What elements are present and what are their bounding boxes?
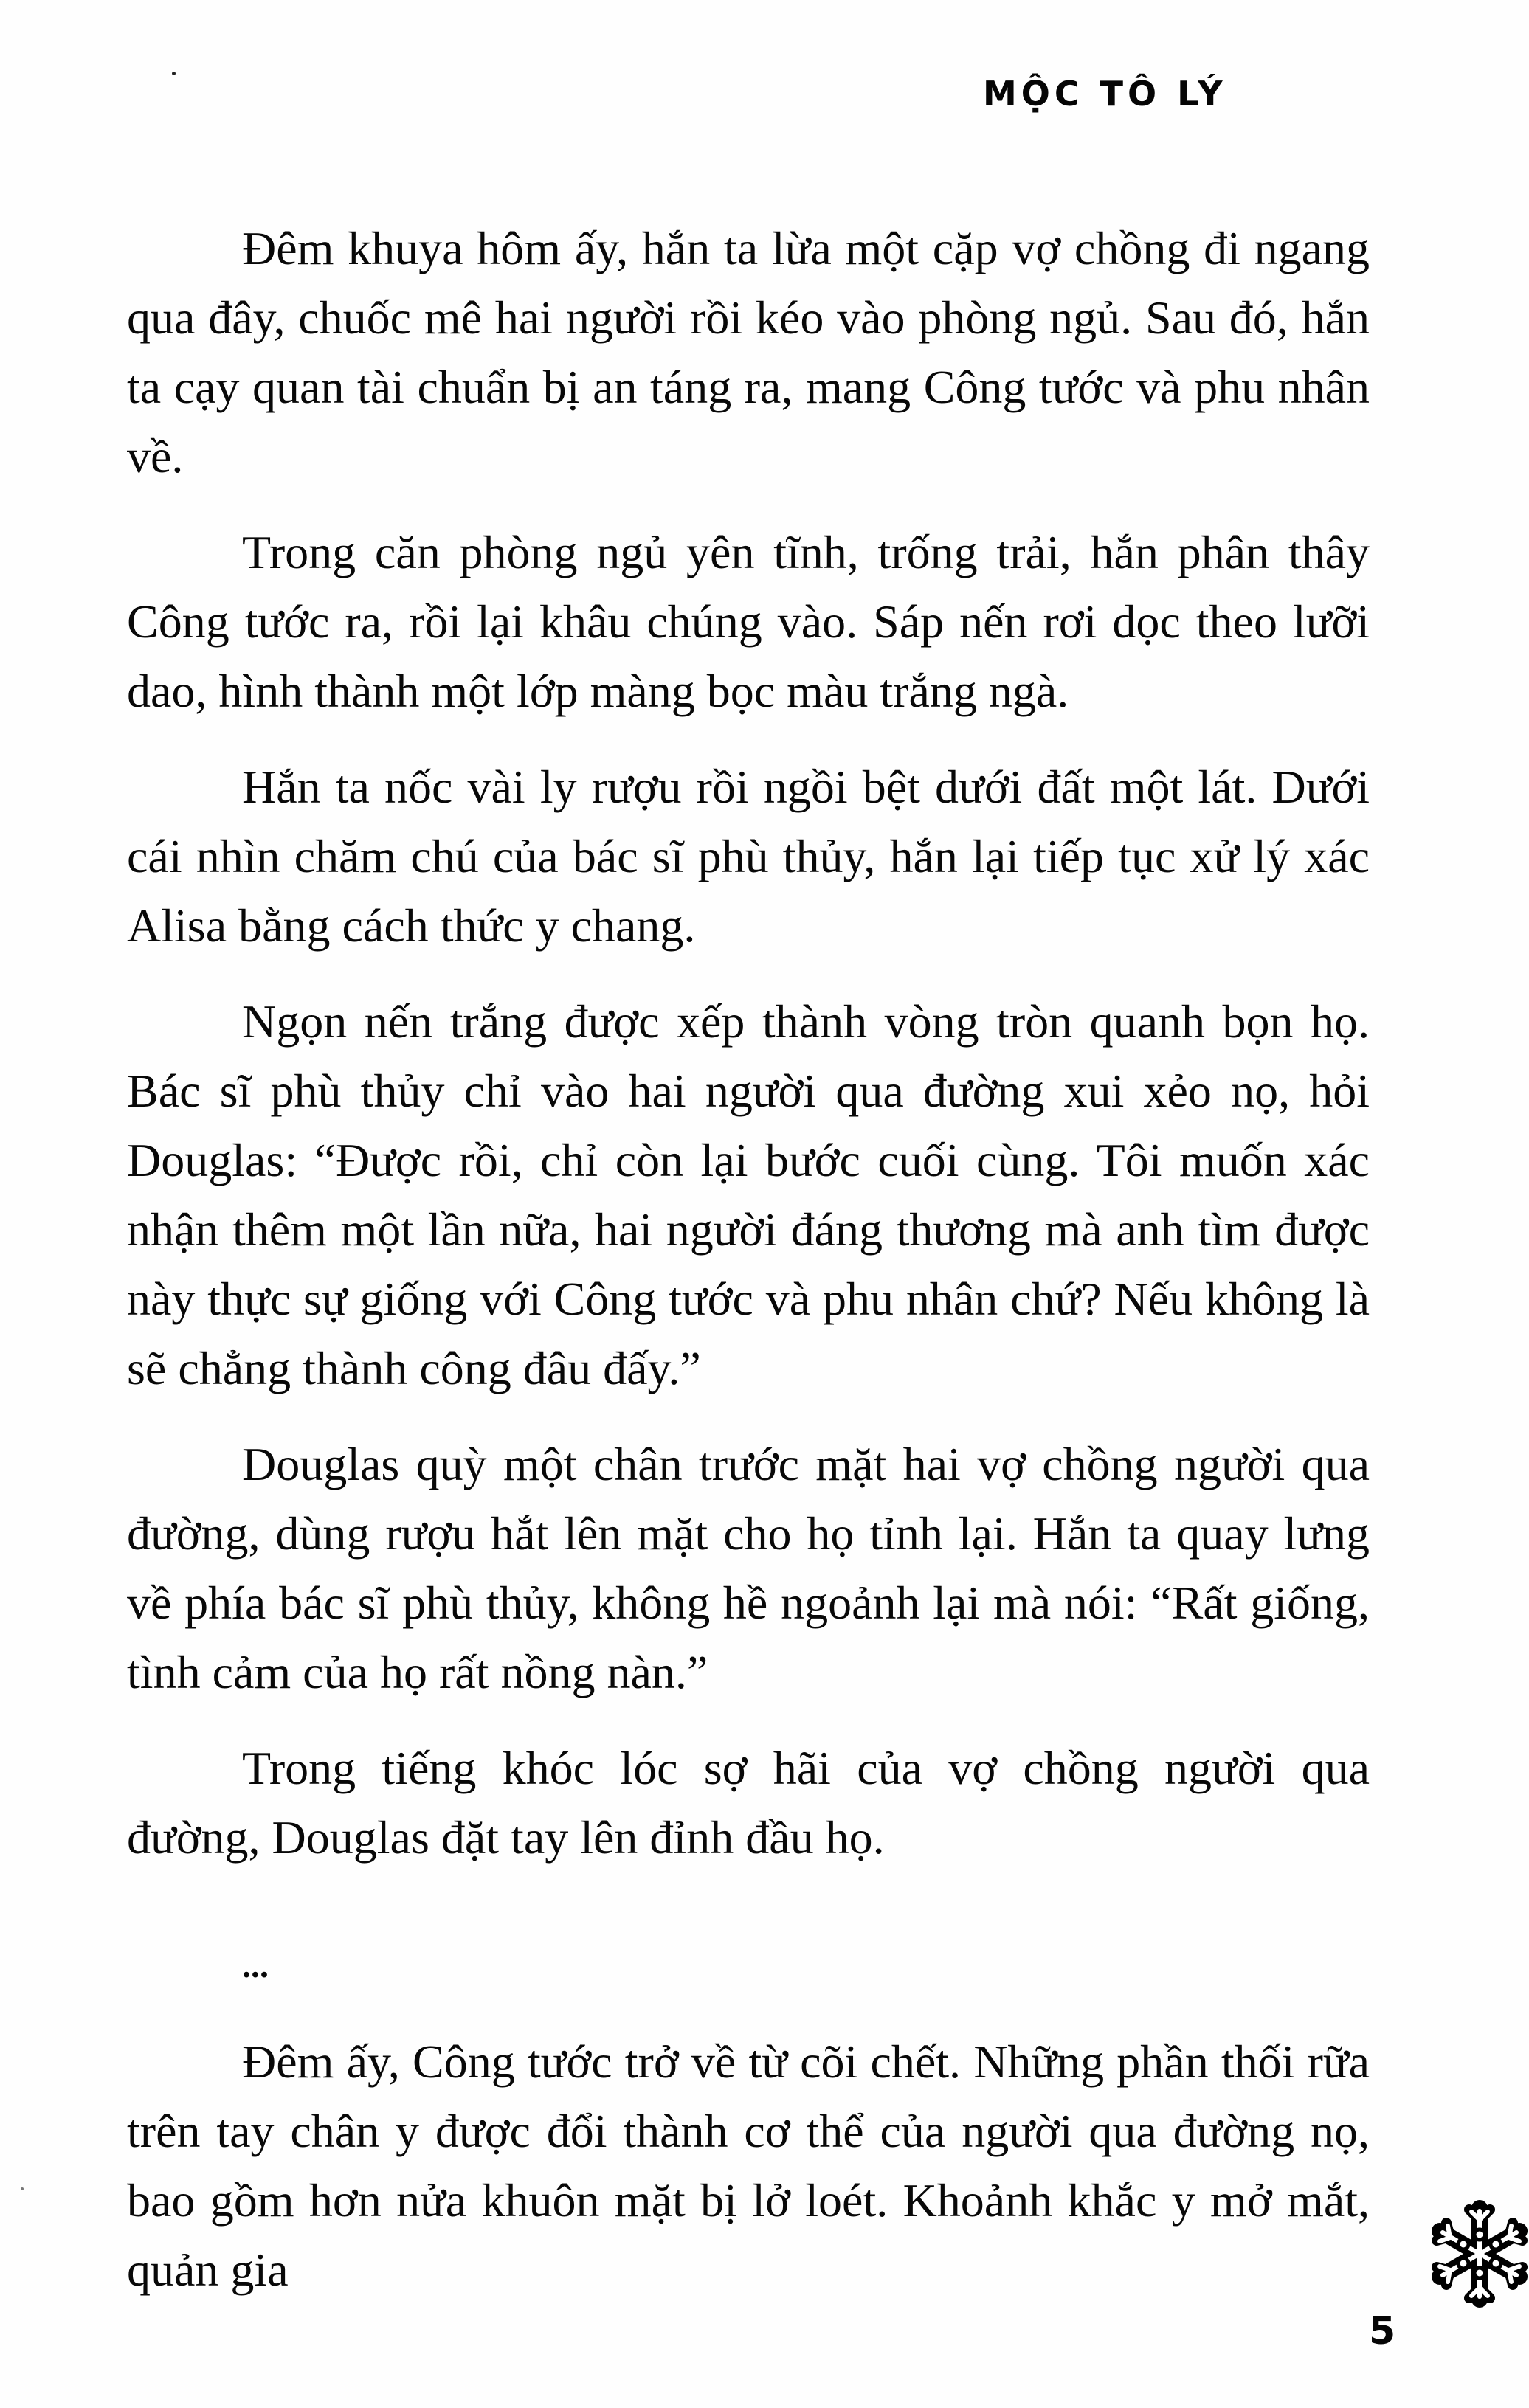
scan-speck: [172, 72, 176, 75]
paragraph: Douglas quỳ một chân trước mặt hai vợ chồng người qua đường, dùng rượu hắt lên mặt cho họ tỉnh lại. Hắn ta quay lưng về phía bác sĩ phù thủy, không hề ngoảnh lại mà nói: “Rất giống, tình cảm của họ rất nồng nàn.”: [127, 1438, 1370, 1698]
paragraph: Trong căn phòng ngủ yên tĩnh, trống trải, hắn phân thây Công tước ra, rồi lại khâu chúng vào. Sáp nến rơi dọc theo lưỡi dao, hình thành một lớp màng bọc màu trắng ngà.: [127, 526, 1370, 717]
paragraph: Hắn ta nốc vài ly rượu rồi ngồi bệt dưới đất một lát. Dưới cái nhìn chăm chú của bác sĩ phù thủy, hắn lại tiếp tục xử lý xác Alisa bằng cách thức y chang.: [127, 761, 1370, 952]
paragraph: Đêm ấy, Công tước trở về từ cõi chết. Những phần thối rữa trên tay chân y được đổi thành cơ thể của người qua đường nọ, bao gồm hơn nửa khuôn mặt bị lở loét. Khoảnh khắc y mở mắt, quản gia: [127, 2035, 1370, 2296]
paragraph: Ngọn nến trắng được xếp thành vòng tròn quanh bọn họ. Bác sĩ phù thủy chỉ vào hai người qua đường xui xẻo nọ, hỏi Douglas: “Được rồi, chỉ còn lại bước cuối cùng. Tôi muốn xác nhận thêm một lần nữa, hai người đáng thương mà anh tìm được này thực sự giống với Công tước và phu nhân chứ? Nếu không là sẽ chẳng thành công đâu đấy.”: [127, 995, 1370, 1394]
paragraph: Đêm khuya hôm ấy, hắn ta lừa một cặp vợ chồng đi ngang qua đây, chuốc mê hai người rồi kéo vào phòng ngủ. Sau đó, hắn ta cạy quan tài chuẩn bị an táng ra, mang Công tước và phu nhân về.: [127, 222, 1370, 482]
body-text: [127, 214, 1370, 2305]
running-header-title: MỘC TÔ LÝ: [983, 74, 1227, 114]
scan-speck: [21, 2187, 24, 2190]
section-break-ellipsis: ...: [242, 1946, 269, 1985]
page-number: 5: [1369, 2309, 1396, 2353]
paragraph: Trong tiếng khóc lóc sợ hãi của vợ chồng người qua đường, Douglas đặt tay lên đỉnh đầu họ.: [127, 1742, 1370, 1864]
snowflake-icon: [1432, 2195, 1528, 2313]
